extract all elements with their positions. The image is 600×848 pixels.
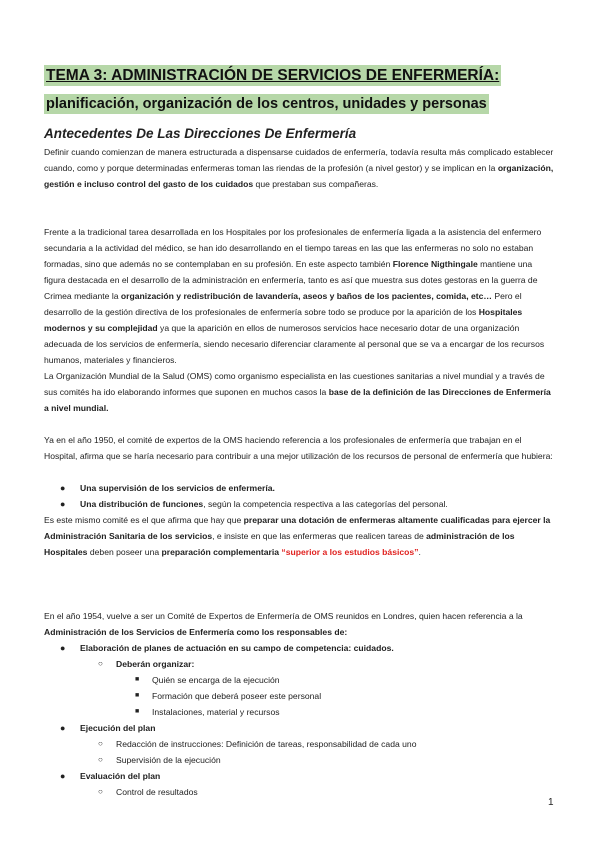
outline-level-1: [60, 640, 394, 656]
square-bullet-icon: ■: [135, 676, 140, 683]
list-item: ● Elaboración de planes de actuación en su campo de competencia: cuidados.: [80, 640, 394, 656]
bullet-icon: ●: [60, 771, 66, 781]
paragraph-3: La Organización Mundial de la Salud (OMS) como organismo especialista en las cuestiones sanitarias a nivel mundial y a través de sus comités ha ido elaborando informes que suponen en muchos casos la base de la definición de las Direcciones de Enfermería a nivel mundial.: [44, 371, 551, 413]
paragraph-5: Es este mismo comité es el que afirma que hay que preparar una dotación de enfermeras altamente cualificadas para ejercer la Administración Sanitaria de los servicios, e insiste en que las enfermeras que realicen tareas de administración de los Hospitales deben poseer una preparación complementaria “superior a los estudios básicos”.: [44, 515, 551, 557]
list-item: ● Una distribución de funciones, según la competencia respectiva a las categorías del personal.: [80, 496, 448, 512]
outline-level-3: [135, 672, 322, 720]
list-item: ○ Supervisión de la ejecución: [116, 752, 417, 768]
bullet-icon: ●: [60, 483, 66, 493]
main-title: TEMA 3: ADMINISTRACIÓN DE SERVICIOS DE ENFERMERÍA:: [46, 67, 500, 84]
circle-bullet-icon: ○: [98, 755, 103, 764]
paragraph-2: Frente a la tradicional tarea desarrollada en los Hospitales por los profesionales de enfermería ligada a la asistencia del enfermero secundaria a la actividad del médico, se han ido desarrollando en el tiempo tareas en las que las enfermeras no solo no estaban formadas, sino que además no se contemplaban en su profesión. En este aspecto también Florence Nigthingale mantiene una figura destacada en el desarrollo de la administración en enfermería, tanto es así que muestra sus dotes gestoras en la guerra de Crimea mediante la organización y redistribución de lavandería, aseos y baños de los pacientes, comida, etc… Pero el desarrollo de la gestión directiva de los profesionales de enfermería sobre todo se produce por la aparición de los Hospitales modernos y su complejidad ya que la aparición en ellos de numerosos servicios hace necesario dotar de una organización adecuada de los servicios de enfermería, siendo necesario diferenciar claramente al personal que se va a encargar de los recursos humanos, materiales y financieros.: [44, 227, 545, 365]
circle-bullet-icon: ○: [98, 739, 103, 748]
list-item: ■ Quién se encarga de la ejecución: [152, 672, 321, 688]
list-item: ● Una supervisión de los servicios de enfermería.: [80, 480, 448, 496]
list-item: ○ Control de resultados: [116, 784, 198, 800]
list-item: ● Ejecución del plan: [80, 720, 155, 736]
outline-level-2: [98, 736, 417, 768]
paragraph-4: Ya en el año 1950, el comité de expertos de la OMS haciendo referencia a los profesionales de enfermería que trabajan en el Hospital, afirma que se haría necesario para contribuir a una mejor utilización de los recursos de personal de enfermería que hubiera:: [44, 435, 553, 461]
list-item: ■ Formación que deberá poseer este personal: [152, 688, 321, 704]
bullet-list-1: [60, 480, 448, 512]
list-item: ■ Instalaciones, material y recursos: [152, 704, 321, 720]
list-item: ● Evaluación del plan: [80, 768, 160, 784]
paragraph-1: Definir cuando comienzan de manera estructurada a dispensarse cuidados de enfermería, todavía resulta más complicado establecer cuando, como y porque determinadas enfermeras toman las riendas de la profesión (a nivel gestor) y se implican en la organización, gestión e incluso control del gasto de los cuidados que prestaban sus compañeras.: [44, 147, 554, 189]
page-number: 1: [548, 797, 554, 808]
subtitle: planificación, organización de los centros, unidades y personas: [46, 96, 487, 112]
circle-bullet-icon: ○: [98, 787, 103, 796]
outline-level-1: [60, 768, 161, 784]
list-item: ○ Deberán organizar:: [116, 656, 194, 672]
bullet-icon: ●: [60, 499, 66, 509]
square-bullet-icon: ■: [135, 708, 140, 715]
list-item: ○ Redacción de instrucciones: Definición de tareas, responsabilidad de cada uno: [116, 736, 417, 752]
paragraph-6: En el año 1954, vuelve a ser un Comité de Expertos de Enfermería de OMS reunidos en Londres, quien hacen referencia a la Administración de los Servicios de Enfermería como los responsables de:: [44, 611, 523, 637]
bullet-icon: ●: [60, 723, 66, 733]
square-bullet-icon: ■: [135, 692, 140, 699]
outline-level-2: [98, 784, 198, 800]
bullet-icon: ●: [60, 643, 66, 653]
outline-level-1: [60, 720, 156, 736]
section-heading: Antecedentes De Las Direcciones De Enfermería: [44, 126, 357, 141]
outline-level-2: [98, 656, 195, 672]
circle-bullet-icon: ○: [98, 659, 103, 668]
